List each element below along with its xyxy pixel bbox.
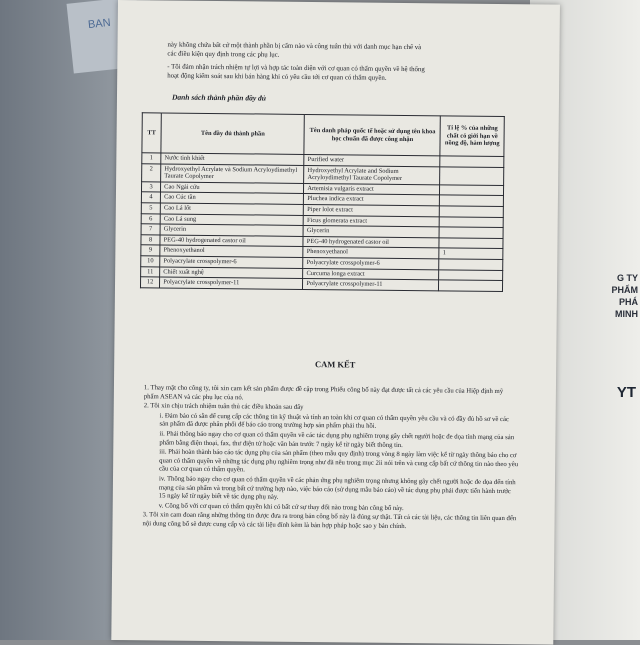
ingredients-table [140,112,505,292]
header-no: TT [142,113,162,153]
cell-vn-name: Chiết xuất nghệ [160,266,303,278]
commitment-sub-iv: iv. Thông báo ngay cho cơ quan có thẩm quyền về các phản ứng phụ nghiêm trọng nhưng không gây chết người hoặc đe dọa đến tính mạng của sản phẩm và trong bất cứ trường hợp nào, việc báo cáo (sử dụng mẫu báo cáo) về tác dụng phụ phải được tiến hành trước 15 ngày kể từ ngày biết về tác dụng phụ này. [158,475,516,501]
side-fragment-yt: YT [616,384,636,401]
commitment-sub-i: i. Đảm bảo có sẵn để cung cấp các thông tin kỹ thuật và tính an toàn khi cơ quan có thẩm quyền yêu cầu và có đầy đủ hồ sơ về các sản phẩm đã được phân phối để báo cáo trong trường hợp sản phẩm phải thu hồi. [159,412,509,431]
cell-percent [439,227,503,238]
cell-inci-name: Piper lolot extract [304,204,440,216]
cell-vn-name: Cao Lá sung [160,214,303,226]
cell-no: 7 [141,224,160,235]
side-fragment-3: PHÁ [618,297,638,307]
cell-inci-name: PEG-40 hydrogenated castor oil [303,236,439,248]
commitment-sub-iii: iii. Phải hoàn thành báo cáo tác dụng phụ của sản phẩm (theo mẫu quy định) trong vòng 8 ngày làm việc kể từ ngày thông báo cho cơ quan có thẩm quyền về những tác dụng phụ nghiêm trọng như đã nêu trong mục 2ii nói trên và cung cấp bất cứ thông tin nào theo yêu cầu của cơ quan có thẩm quyền. [159,448,519,474]
background-card-text: BAN [87,16,112,32]
cell-vn-name: Cao Lá lốt [160,203,303,215]
header-inci-name: Tên danh pháp quốc tế hoặc sử dụng tên khoa học chuẩn đã được công nhận [304,114,441,155]
cell-percent [439,280,503,291]
cell-vn-name: Phenoxyethanol [160,245,303,257]
cell-vn-name: Nước tinh khiết [161,153,304,165]
cell-vn-name: Polyacrylate crosspolymer-11 [160,277,303,289]
intro-line-3: - Tôi đảm nhận trách nhiệm tự lợi và hợp tác toàn diện với cơ quan có thẩm quyền về hệ thống [167,63,425,74]
cell-vn-name: Cao Cúc tần [161,192,304,204]
cell-vn-name: PEG-40 hydrogenated castor oil [160,235,303,247]
commitment-item-1: 1. Thay mặt cho công ty, tôi xin cam kết sản phẩm được đề cập trong Phiếu công bố này đạt được tất cả các yêu cầu của Hiệp định mỹ phẩm ASEAN và các phụ lục của nó. [143,384,504,401]
intro-line-2: các điều kiện quy định trong các phụ lục. [167,50,280,59]
cell-inci-name: Hydroxyethyl Acrylate and Sodium Acryloydimethyl Taurate Copolymer [304,165,440,185]
cell-no: 4 [141,192,160,203]
cell-percent: 1 [439,248,503,259]
commitment-item-2: 2. Tôi xin chịu trách nhiệm tuân thủ các điều khoản sau đây [143,402,304,412]
cell-inci-name: Phenoxyethanol [303,247,439,259]
cell-inci-name: Polyacrylate crosspolymer-11 [303,279,439,291]
cell-no: 6 [141,213,160,224]
cell-inci-name: Polyacrylate crosspolymer-6 [303,257,439,269]
cell-percent [440,156,504,167]
commitment-item-3: 3. Tôi xin cam đoan rằng những thông tin được đưa ra trong bản công bố này là đúng sự thật. Tất cả các tài liệu, các thông tin liên quan đến nội dung công bố sẽ được cung cấp và các tài liệu đính kèm là bản hợp pháp hoặc sao y bản chính. [142,511,517,530]
cell-vn-name: Cao Ngải cứu [161,182,304,194]
cell-no: 2 [142,163,161,181]
cell-inci-name: Glycerin [303,226,439,238]
cell-no: 5 [141,203,160,214]
commitment-title: CAM KẾT [314,359,356,370]
commitment-sub-v: v. Công bố với cơ quan có thẩm quyền khi có bất cứ sự thay đổi nào trong bản công bố này. [158,502,404,512]
cell-percent [439,269,503,280]
intro-line-4: hoạt động kiểm soát sau khi bán hàng khi có yêu cầu tới cơ quan có thẩm quyền. [167,72,387,82]
cell-no: 8 [141,235,160,246]
cell-no: 9 [141,245,160,256]
side-fragment-4: MINH [615,309,638,319]
cell-vn-name: Glycerin [160,224,303,236]
side-fragment-1: G TY [616,273,638,283]
cell-percent [439,259,503,270]
table-header-row [142,113,504,157]
cell-inci-name: Curcuma longa extract [303,268,439,280]
cell-vn-name: Polyacrylate crosspolymer-6 [160,256,303,268]
cell-percent [440,195,504,206]
cell-inci-name: Pluchea indica extract [304,194,440,206]
cell-inci-name: Purified water [304,154,440,166]
cell-percent [440,216,504,227]
cell-percent [440,166,504,185]
cell-vn-name: Hydroxyethyl Acrylate và Sodium Acryloydimethyl Taurate Copolymer [161,164,304,184]
cell-inci-name: Artemisia vulgaris extract [304,183,440,195]
cell-inci-name: Ficus glomerata extract [303,215,439,227]
table-caption: Danh sách thành phần đầy đủ [171,92,267,103]
intro-line-1: này không chứa bất cứ một thành phần bị cấm nào và công tuân thủ với danh mục hạn chế và [167,41,422,52]
cell-percent [440,206,504,217]
cell-no: 1 [142,153,161,164]
cell-percent [440,185,504,196]
cell-no: 3 [141,182,160,193]
document-page [111,0,560,645]
side-fragment-2: PHẨM [611,285,638,295]
commitment-sub-ii: ii. Phải thông báo ngay cho cơ quan có thẩm quyền về các tác dụng phụ nghiêm trọng gây chết người hoặc đe dọa tính mạng của sản phẩm bằng điện thoại, fax, thư điện tử hoặc văn bản trước 7 ngày kể từ ngày biết thông tin. [159,430,515,449]
cell-no: 10 [141,256,160,267]
cell-no: 11 [141,266,160,277]
header-percent: Tỉ lệ % của những chất có giới hạn về nồng độ, hàm lượng [440,116,504,157]
cell-no: 12 [140,277,159,288]
commitment-section [142,384,519,533]
cell-percent [439,238,503,249]
header-vn-name: Tên đầy đủ thành phần [161,113,305,154]
